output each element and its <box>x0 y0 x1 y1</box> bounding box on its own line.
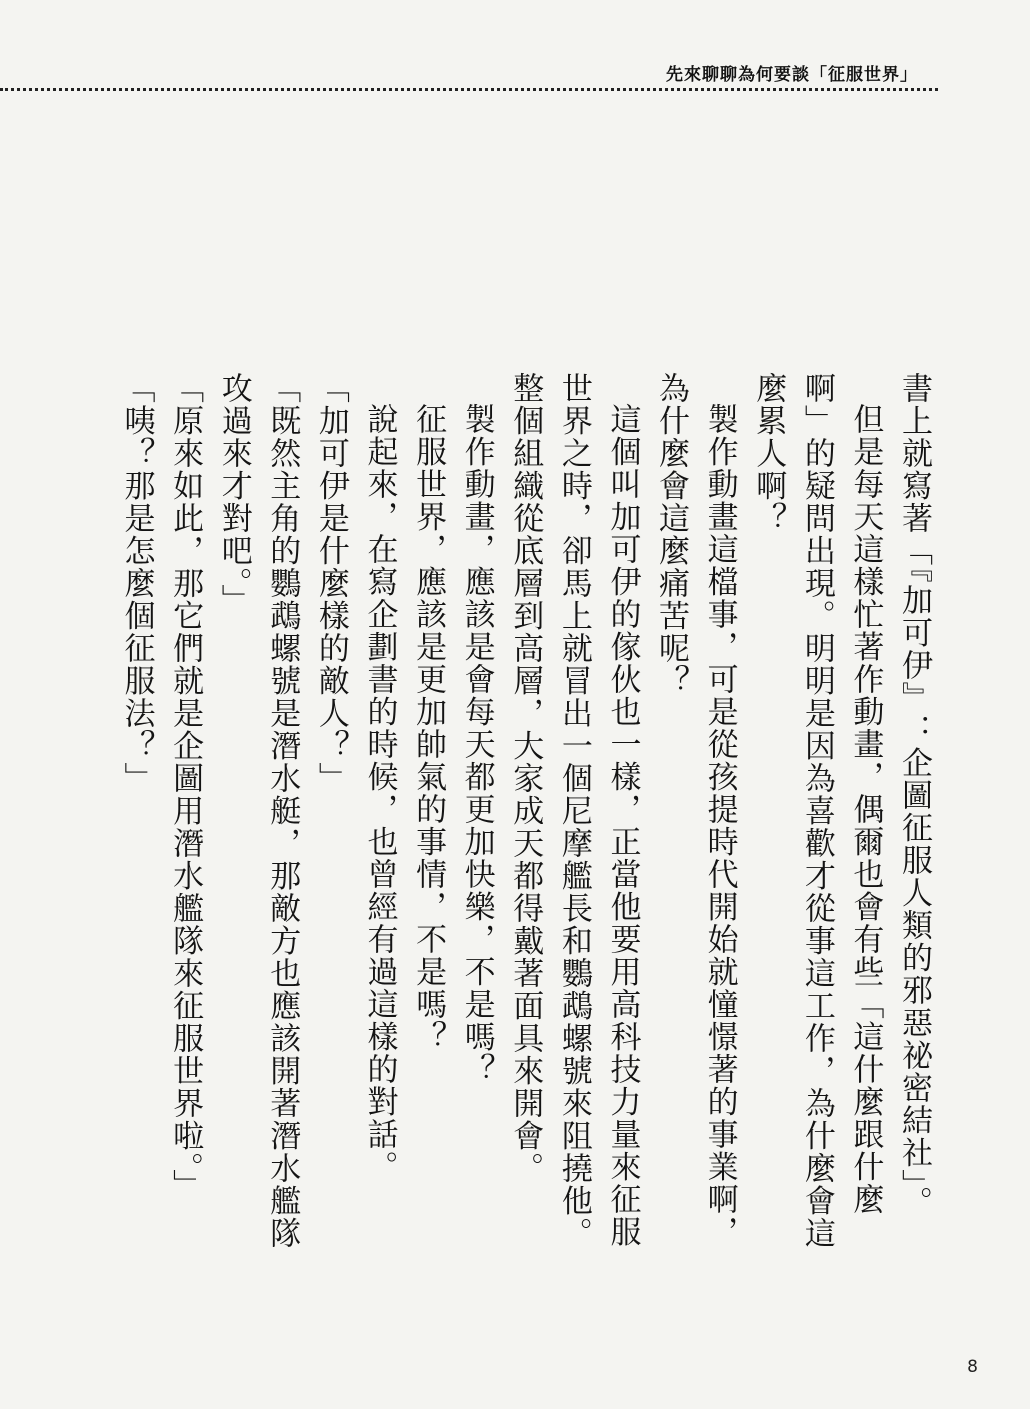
dialogue-line: 「加可伊是什麼樣的敵人？」 <box>312 372 349 795</box>
paragraph: 製作動畫，應該是會每天都更加快樂，不是嗎？ <box>458 403 495 1086</box>
paragraph: 說起來，在寫企劃書的時候，也曾經有過這樣的對話。 <box>361 403 398 1183</box>
paragraph: 書上就寫著「『加可伊』：企圖征服人類的邪惡祕密結社」。 <box>896 372 932 1219</box>
paragraph: 製作動畫這檔事，可是從孩提時代開始就憧憬著的事業啊，為什麼會這麼痛苦呢？ <box>653 372 738 1248</box>
paragraph: 但是每天這樣忙著作動畫，偶爾也會有些「這什麼跟什麼啊」的疑問出現。明明是因為喜歡才從事這工作，為什麼會這麼累人啊？ <box>750 372 884 1250</box>
page-number: 8 <box>967 1357 978 1377</box>
paragraph: 征服世界，應該是更加帥氣的事情，不是嗎？ <box>410 403 447 1053</box>
paragraph: 這個叫加可伊的傢伙也一樣，正當他要用高科技力量來征服世界之時，卻馬上就冒出一個尼摩艦長和鸚鵡螺號來阻撓他。整個組織從底層到高層，大家成天都得戴著面具來開會。 <box>507 372 641 1250</box>
vertical-body-text <box>118 372 938 1252</box>
dialogue-line: 「原來如此，那它們就是企圖用潛水艦隊來征服世界啦。」 <box>167 372 204 1202</box>
dialogue-line: 「既然主角的鸚鵡螺號是潛水艇，那敵方也應該開著潛水艦隊攻過來才對吧。」 <box>215 372 301 1250</box>
running-header: 先來聊聊為何要談「征服世界」 <box>666 65 918 85</box>
dialogue-line: 「咦？那是怎麼個征服法？」 <box>118 372 155 795</box>
header-dotted-rule <box>0 88 938 91</box>
